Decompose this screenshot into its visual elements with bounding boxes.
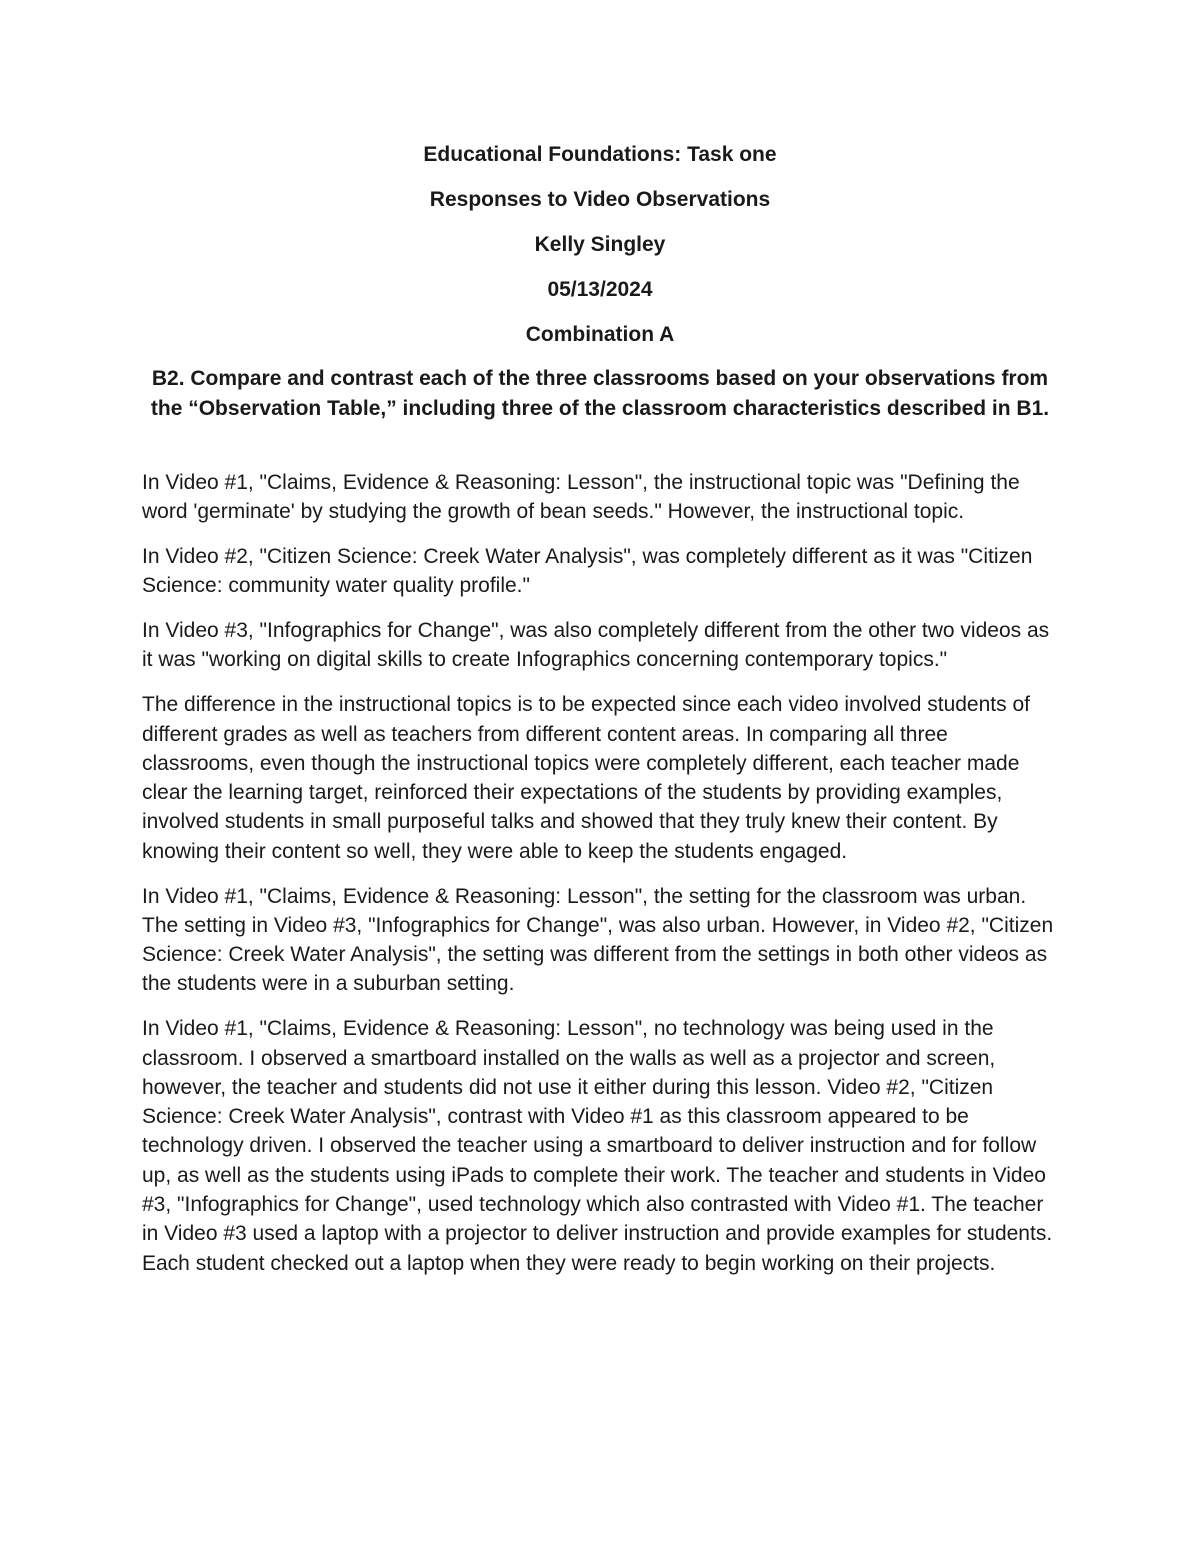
document-date: 05/13/2024 bbox=[547, 278, 653, 301]
paragraph-video-1-topic: In Video #1, "Claims, Evidence & Reasoning: Lesson", the instructional topic was "Defining the word 'germinate' by studying the growth of bean seeds." However, the instructional topic. bbox=[142, 471, 1020, 524]
title-block bbox=[0, 140, 1200, 365]
document-subtitle: Responses to Video Observations bbox=[429, 188, 771, 211]
paragraph-topic-comparison: The difference in the instructional topics is to be expected since each video involved students of different grades as well as teachers from different content areas. In comparing all three classrooms, even though the instructional topics were completely different, each teacher made clear the learning target, reinforced their expectations of the students by providing examples, involved students in small purposeful talks and showed that they truly knew their content. By knowing their content so well, they were able to keep the students engaged. bbox=[142, 693, 1030, 863]
course-title: Educational Foundations: Task one bbox=[423, 143, 777, 166]
paragraph-video-3-topic: In Video #3, "Infographics for Change", was also completely different from the other two videos as it was "working on digital skills to create Infographics concerning contemporary topics." bbox=[142, 619, 1050, 672]
paragraph-setting-comparison: In Video #1, "Claims, Evidence & Reasoning: Lesson", the setting for the classroom was urban. The setting in Video #3, "Infographics for Change", was also urban. However, in Video #2, "Citizen Science: Creek Water Analysis", the setting was different from the settings in both other videos as the students were in a suburban setting. bbox=[142, 884, 1054, 996]
paragraph-video-2-topic: In Video #2, "Citizen Science: Creek Water Analysis", was completely different as it was "Citizen Science: community water quality profile." bbox=[142, 545, 1033, 598]
paragraph-technology-comparison: In Video #1, "Claims, Evidence & Reasoning: Lesson", no technology was being used in the classroom. I observed a smartboard installed on the walls as well as a projector and screen, however, the teacher and students did not use it either during this lesson. Video #2, "Citizen Science: Creek Water Analysis", contrast with Video #1 as this classroom appeared to be technology driven. I observed the teacher using a smartboard to deliver instruction and for follow up, as well as the students using iPads to complete their work. The teacher and students in Video #3, "Infographics for Change", used technology which also contrasted with Video #1. The teacher in Video #3 used a laptop with a projector to deliver instruction and provide examples for students. Each student checked out a laptop when they were ready to begin working on their projects. bbox=[142, 1017, 1053, 1275]
author-name: Kelly Singley bbox=[534, 233, 666, 256]
assignment-prompt: B2. Compare and contrast each of the three classrooms based on your observations from the “Observation Table,” including three of the classroom characteristics described in B1. bbox=[150, 367, 1050, 420]
response-body bbox=[142, 468, 1062, 1293]
combination-label: Combination A bbox=[525, 323, 675, 346]
